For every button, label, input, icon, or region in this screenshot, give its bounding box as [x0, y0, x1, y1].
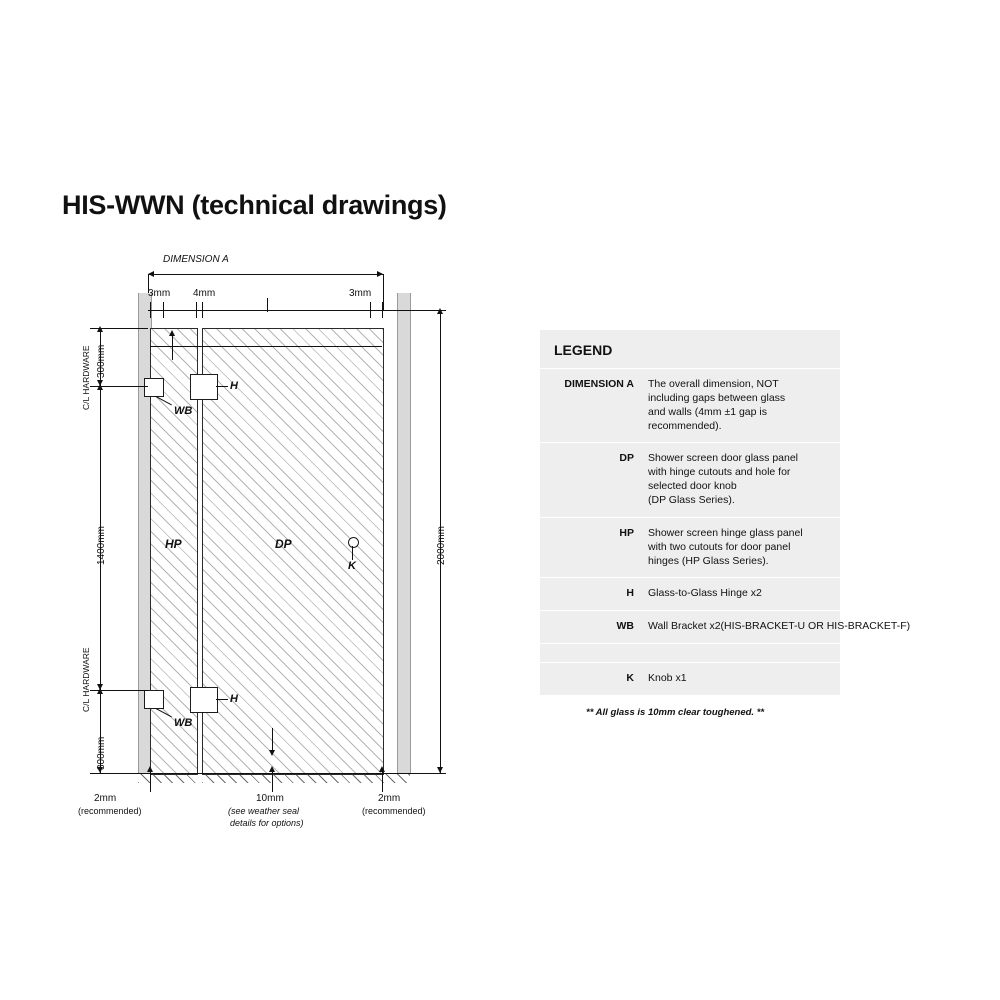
- dimension-a-ext-right: [383, 274, 384, 310]
- bottom-left-value: 2mm: [94, 793, 117, 804]
- hinge-top-label: H: [230, 380, 238, 392]
- hinge-bottom-label: H: [230, 693, 238, 705]
- legend-row: [540, 442, 840, 516]
- legend-panel: [540, 330, 911, 728]
- bottom-right-arrow-icon: [379, 766, 385, 772]
- page-title: HIS-WWN (technical drawings): [62, 190, 447, 220]
- legend-value-line: (DP Glass Series).: [648, 494, 735, 507]
- right-dim-arrow-up-icon: [437, 308, 443, 314]
- bottom-right-value: 2mm: [378, 793, 401, 804]
- legend-row: [540, 610, 911, 643]
- left-dim-bot-arrow-up-icon: [97, 688, 103, 694]
- legend-value-line: with hinge cutouts and hole for: [648, 466, 791, 479]
- left-dim-300-top: 300mm: [96, 344, 107, 378]
- bottom-center-arrow-icon: [269, 766, 275, 772]
- left-dim-300-bottom: 300mm: [96, 736, 107, 770]
- top-gap-label-2: 4mm: [193, 288, 216, 299]
- floor-hatch-right: [202, 774, 410, 783]
- technical-drawing: [60, 250, 480, 840]
- legend-value-line: with two cutouts for door panel: [648, 540, 791, 553]
- tick-b: [163, 302, 164, 318]
- wall-bracket-bottom-label: WB: [174, 717, 193, 729]
- knob-label: K: [348, 560, 356, 572]
- top-gap-baseline: [148, 310, 383, 311]
- legend-title: LEGEND: [554, 342, 613, 358]
- legend-footnote: ** All glass is 10mm clear toughened. **: [540, 695, 840, 728]
- legend-key: H: [626, 587, 634, 600]
- legend-key: WB: [616, 620, 634, 633]
- legend-value-line: including gaps between glass: [648, 391, 786, 404]
- dp-bottom-arrow-icon: [269, 750, 275, 756]
- hp-top-arrow-line: [172, 334, 173, 360]
- knob-leader: [352, 546, 353, 560]
- left-dim-1400: 1400mm: [96, 526, 107, 565]
- door-knob-icon: [348, 537, 359, 548]
- legend-value-line: recommended).: [648, 419, 722, 432]
- right-dim-arrow-down-icon: [437, 767, 443, 773]
- tick-e: [267, 298, 268, 312]
- legend-value-line: Wall Bracket x2(HIS-BRACKET-U OR HIS-BRACKET-F): [648, 620, 911, 633]
- tick-c: [196, 302, 197, 318]
- legend-row: [540, 662, 840, 695]
- wall-bracket-top-label: WB: [174, 405, 193, 417]
- dimension-a-label: DIMENSION A: [163, 254, 229, 265]
- glass-panel-dp: [202, 328, 384, 775]
- legend-value-line: selected door knob: [648, 480, 737, 493]
- legend-value: [642, 578, 766, 610]
- wall-bracket-bottom: [144, 690, 164, 709]
- top-gap-label-3: 3mm: [349, 288, 372, 299]
- hinge-top: [190, 374, 218, 400]
- left-dim-top-arrow-up-icon: [97, 326, 103, 332]
- legend-value: [642, 443, 802, 516]
- hinge-bottom-leader: [216, 699, 228, 700]
- bottom-center-value: 10mm: [256, 793, 284, 804]
- left-ext-top-1: [90, 328, 148, 329]
- legend-value: [642, 369, 789, 442]
- right-dim-2000-label: 2000mm: [436, 526, 447, 565]
- cl-hardware-top-label: C/L HARDWARE: [81, 345, 91, 410]
- tick-f: [370, 302, 371, 318]
- legend-value-line: Knob x1: [648, 672, 687, 685]
- floor-hatch-left: [138, 774, 198, 783]
- bottom-left-note: (recommended): [78, 806, 142, 816]
- legend-value-line: The overall dimension, NOT: [648, 378, 779, 390]
- legend-value: [642, 611, 914, 643]
- legend-key: DIMENSION A: [564, 378, 634, 390]
- dimension-a-line: [148, 274, 383, 275]
- dp-panel-label: DP: [275, 537, 292, 551]
- wall-bracket-top: [144, 378, 164, 397]
- legend-value-line: and walls (4mm ±1 gap is: [648, 405, 767, 418]
- legend-row: [540, 577, 840, 610]
- legend-value-line: Glass-to-Glass Hinge x2: [648, 587, 762, 600]
- hinge-top-leader: [216, 386, 228, 387]
- legend-value: [642, 518, 807, 578]
- cl-hardware-bottom-label: C/L HARDWARE: [81, 647, 91, 712]
- wall-right: [397, 293, 411, 773]
- hinge-bottom: [190, 687, 218, 713]
- legend-value-line: Shower screen hinge glass panel: [648, 526, 803, 539]
- hp-panel-label: HP: [165, 537, 182, 551]
- legend-key: HP: [619, 526, 634, 539]
- legend-row: [540, 517, 840, 578]
- bottom-right-note: (recommended): [362, 806, 426, 816]
- tick-a: [150, 302, 151, 318]
- legend-spacer: [540, 643, 840, 662]
- legend-key: K: [626, 672, 634, 685]
- left-dim-mid-arrow-up-icon: [97, 384, 103, 390]
- bottom-center-note-1: (see weather seal: [228, 806, 300, 816]
- bottom-left-arrow-icon: [147, 766, 153, 772]
- hp-top-arrow-icon: [169, 330, 175, 336]
- bottom-center-note-2: details for options): [230, 818, 304, 828]
- panel-top-rail: [150, 346, 382, 347]
- legend-row: [540, 368, 840, 442]
- legend-value: [642, 663, 691, 695]
- legend-value-line: hinges (HP Glass Series).: [648, 554, 769, 567]
- tick-d: [202, 302, 203, 318]
- legend-value-line: Shower screen door glass panel: [648, 452, 799, 465]
- top-gap-label-1: 3mm: [148, 288, 171, 299]
- legend-key: DP: [619, 452, 634, 465]
